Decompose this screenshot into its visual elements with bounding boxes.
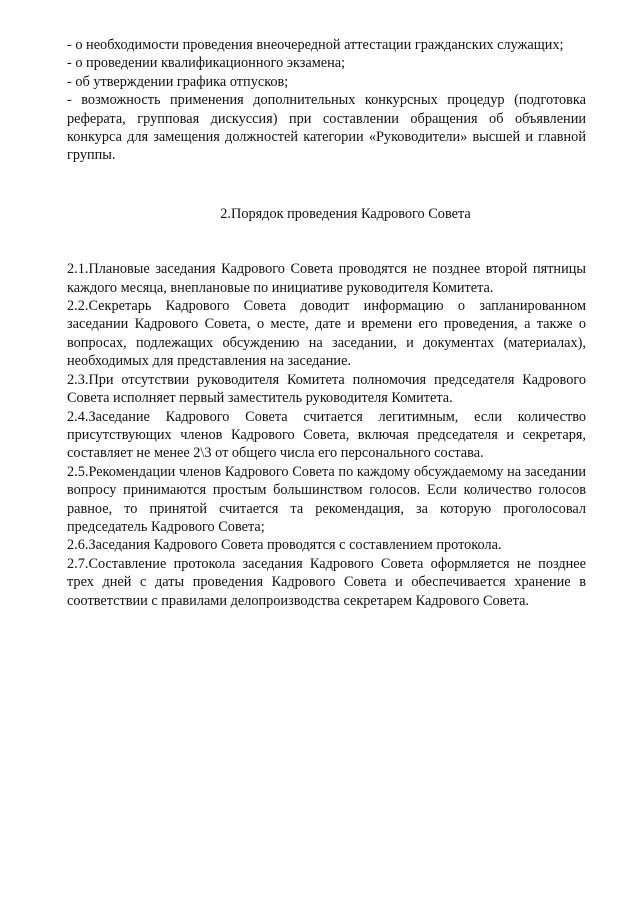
spacer [67,223,586,260]
paragraph-2-2: 2.2.Секретарь Кадрового Совета доводит информацию о запланированном заседании Кадрового Совета, о месте, дате и времени его проведения, а также о вопросах, подлежащих обсуждению на заседании, и документах (материалах), необходимых для представления на заседание. [67,298,586,370]
section-heading: 2.Порядок проведения Кадрового Совета [220,205,471,222]
list-item: - об утверждении графика отпусков; [67,73,289,90]
list-item: - о необходимости проведения внеочередной аттестации гражданских служащих; [67,37,564,53]
document-page [67,36,586,610]
paragraph-2-5: 2.5.Рекомендации членов Кадрового Совета по каждому обсуждаемому на заседании вопросу принимаются простым большинством голосов. Если количество голосов равное, то принятой считается та рекомендация, за которую проголосовал председатель Кадрового Совета; [67,463,586,535]
paragraph-2-7: 2.7.Составление протокола заседания Кадрового Совета оформляется не позднее трех дней с даты проведения Кадрового Совета и обеспечивается хранение в соответствии с правилами делопроизводства секретарем Кадрового Совета. [67,555,586,609]
paragraph-2-4: 2.4.Заседание Кадрового Совета считается легитимным, если количество присутствующих членов Кадрового Совета, включая председателя и секретаря, составляет не менее 2\3 от общего числа его персонального состава. [67,408,586,462]
intro-list [67,36,586,165]
paragraph-2-6: 2.6.Заседания Кадрового Совета проводятся с составлением протокола. [67,537,502,554]
list-item: - о проведении квалификационного экзамена; [67,55,346,72]
paragraph-2-3: 2.3.При отсутствии руководителя Комитета полномочия председателя Кадрового Совета исполняет первый заместитель руководителя Комитета. [67,371,586,407]
spacer [67,165,586,205]
section-paragraphs [67,260,586,610]
paragraph-2-1: 2.1.Плановые заседания Кадрового Совета проводятся не позднее второй пятницы каждого месяца, внеплановые по инициативе руководителя Комитета. [67,261,586,296]
list-item: - возможность применения дополнительных конкурсных процедур (подготовка реферата, групповая дискуссия) при составлении обращения об объявлении конкурса для замещения должностей категории «Руководители» высшей и главной группы. [67,92,586,164]
